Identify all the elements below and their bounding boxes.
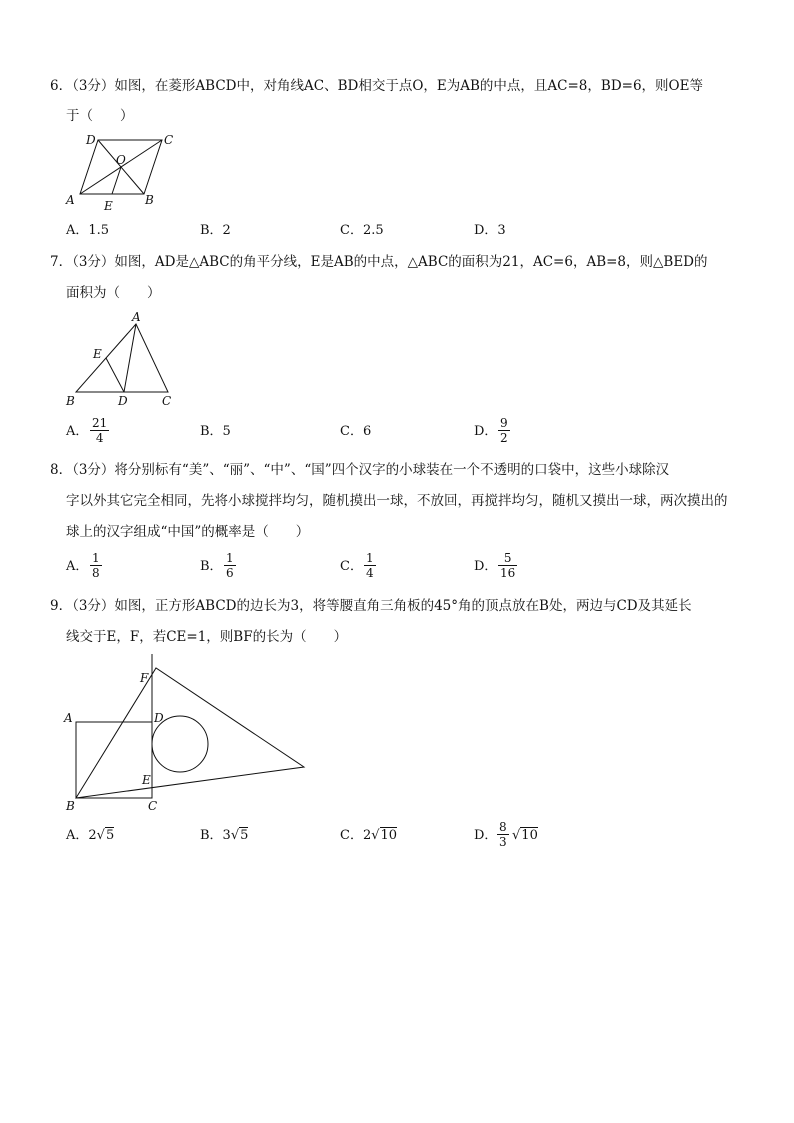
q6-label-A: A [66, 193, 75, 207]
q9-option-b[interactable] [200, 826, 248, 846]
q9-label-E: E [142, 773, 151, 787]
q9-label-B: B [66, 799, 75, 813]
q7-option-b[interactable]: B．5 [200, 424, 231, 439]
q8-option-d-denominator: 16 [500, 566, 516, 580]
q6-option-d[interactable]: D．3 [474, 223, 506, 238]
q9-option-a-radicand: 5 [105, 828, 115, 843]
q8-stem-line1: 8．（3分）将分别标有“美”、“丽”、“中”、“国”四个汉字的小球装在一个不透明的口袋中，这些小球除汉 [50, 462, 670, 478]
q6-stem-line2: 于（ ） [66, 108, 134, 124]
q9-option-c-prefix: C．2 [340, 828, 372, 843]
q7-triangle-figure [62, 308, 192, 408]
q7-option-a-fraction [90, 416, 109, 445]
q8-option-a-numerator: 1 [92, 551, 100, 565]
q6-option-a[interactable]: A．1.5 [66, 223, 110, 238]
q9-option-a[interactable] [66, 826, 114, 846]
sqrt-icon: √ [371, 828, 380, 843]
q9-option-d-fraction [497, 820, 509, 849]
q8-option-a-denominator: 8 [92, 566, 100, 580]
q9-option-d-denominator: 3 [499, 835, 507, 849]
q7-stem-line2: 面积为（ ） [66, 285, 161, 301]
q6-label-D: D [86, 133, 96, 147]
q7-option-a-numerator: 21 [92, 416, 108, 430]
q6-label-O: O [116, 153, 126, 167]
q8-option-d-prefix[interactable]: D． [474, 559, 498, 574]
q7-label-D: D [118, 394, 128, 408]
q7-option-d-fraction [498, 416, 510, 445]
q8-option-a-prefix[interactable]: A． [66, 559, 89, 574]
q6-label-E: E [104, 199, 113, 212]
q9-stem-line1: 9．（3分）如图，正方形ABCD的边长为3，将等腰直角三角板的45°角的顶点放在B处，两边与CD及其延长 [50, 598, 692, 614]
q6-stem-line1: 6．（3分）如图，在菱形ABCD中，对角线AC、BD相交于点O，E为AB的中点，且AC=8，BD=6，则OE等 [50, 78, 703, 94]
q9-option-d-prefix[interactable]: D． [474, 828, 498, 843]
q7-label-E: E [93, 347, 102, 361]
q6-label-B: B [145, 193, 154, 207]
q7-label-A: A [132, 310, 141, 324]
q6-option-c[interactable]: C．2.5 [340, 223, 384, 238]
q7-option-d-numerator: 9 [500, 416, 508, 430]
q7-label-C: C [162, 394, 172, 408]
sqrt-icon: √ [96, 828, 105, 843]
q9-label-C: C [148, 799, 158, 813]
sqrt-icon: √ [512, 828, 521, 843]
q7-option-d-prefix[interactable]: D． [474, 424, 498, 439]
q8-option-c-prefix[interactable]: C． [340, 559, 363, 574]
q9-label-A: A [64, 711, 73, 725]
q9-option-d-root [512, 826, 538, 846]
q9-stem-line2: 线交于E，F，若CE=1，则BF的长为（ ） [66, 629, 348, 645]
q8-option-b-numerator: 1 [226, 551, 234, 565]
q6-option-b[interactable]: B．2 [200, 223, 231, 238]
q9-option-c[interactable] [340, 826, 397, 846]
q6-rhombus-figure [62, 132, 192, 212]
q8-option-c-fraction [364, 551, 376, 580]
q6-label-C: C [164, 133, 174, 147]
q9-square-triangle-figure [62, 652, 322, 822]
q8-option-d-numerator: 5 [503, 551, 512, 565]
q9-label-F: F [140, 671, 149, 685]
q9-option-d-numerator: 8 [499, 820, 507, 834]
q8-option-b-prefix[interactable]: B． [200, 559, 223, 574]
q8-option-c-denominator: 4 [366, 566, 374, 580]
q9-option-a-prefix: A．2 [66, 828, 97, 843]
q7-option-c[interactable]: C．6 [340, 424, 372, 439]
q9-option-d-radicand: 10 [521, 828, 538, 843]
q8-stem-line3: 球上的汉字组成“中国”的概率是（ ） [66, 524, 310, 540]
q9-label-D: D [154, 711, 164, 725]
q9-option-b-prefix: B．3 [200, 828, 231, 843]
q7-stem-line1: 7．（3分）如图，AD是△ABC的角平分线，E是AB的中点，△ABC的面积为21，AC=6，AB=8，则△BED的 [50, 254, 708, 270]
q7-label-B: B [66, 394, 75, 408]
sqrt-icon: √ [230, 828, 240, 843]
q7-option-a-denominator: 4 [95, 431, 104, 445]
q7-option-a-prefix[interactable]: A． [66, 424, 89, 439]
q8-option-d-fraction [498, 551, 517, 580]
q7-option-d-denominator: 2 [500, 431, 508, 445]
q9-option-b-radicand: 5 [240, 828, 249, 843]
q8-option-b-fraction [224, 551, 236, 580]
q8-option-c-numerator: 1 [366, 551, 374, 565]
q8-option-b-denominator: 6 [226, 566, 234, 580]
q9-option-c-radicand: 10 [380, 828, 398, 843]
q8-option-a-fraction [90, 551, 102, 580]
q8-stem-line2: 字以外其它完全相同，先将小球搅拌均匀，随机摸出一球，不放回，再搅拌均匀，随机又摸出一球，两次摸出的 [66, 493, 728, 509]
